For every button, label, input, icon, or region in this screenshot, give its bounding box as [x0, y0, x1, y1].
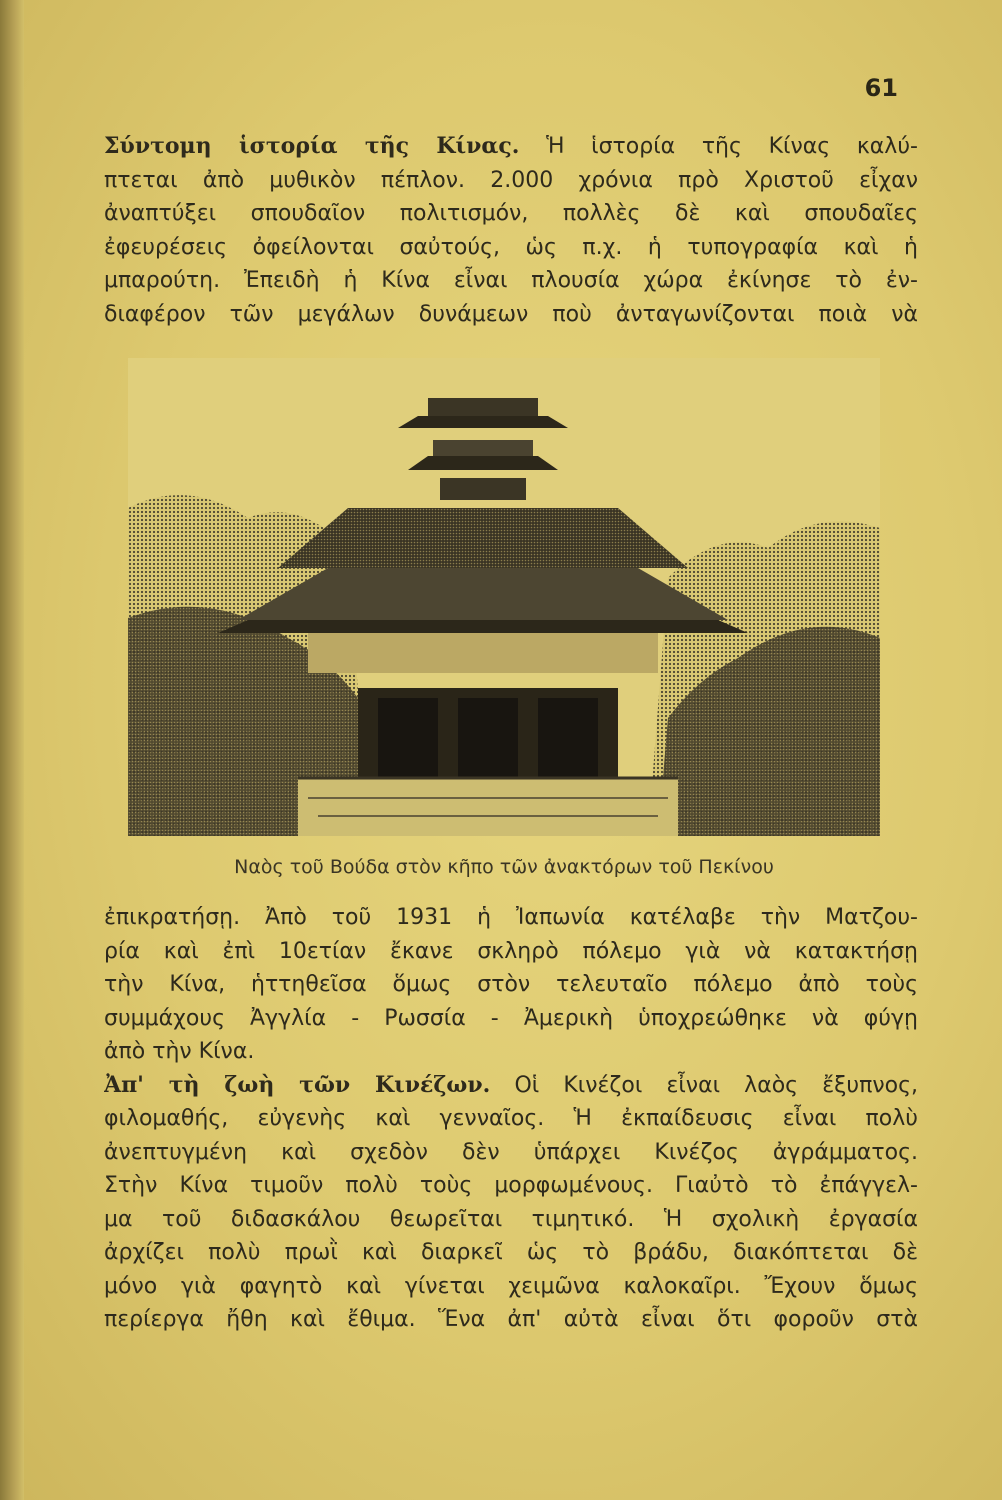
text-line: μα τοῦ διδασκάλου θεωρεῖται τιμητικό. Ἡ σχολικὴ ἐργασία [104, 1206, 918, 1232]
text-line: ἀνεπτυγμένη καὶ σχεδὸν δὲν ὑπάρχει Κινέζος ἀγράμματος. [104, 1139, 918, 1165]
page-number: 61 [864, 74, 898, 102]
text-line [104, 1069, 918, 1103]
photo-caption: Ναὸς τοῦ Βούδα στὸν κῆπο τῶν ἀνακτόρων τοῦ Πεκίνου [234, 856, 774, 878]
text-line: πτεται ἀπὸ μυθικὸν πέπλον. 2.000 χρόνια πρὸ Χριστοῦ εἶχαν [104, 167, 918, 193]
section-heading-life: Ἀπ' τὴ ζωὴ τῶν Κινέζων. [104, 1071, 491, 1098]
text-line: ἀρχίζει πολὺ πρωῒ καὶ διαρκεῖ ὡς τὸ βράδυ, διακόπτεται δὲ [104, 1240, 918, 1265]
text-line: τὴν Κίνα, ἡττηθεῖσα ὅμως στὸν τελευταῖο πόλεμο ἀπὸ τοὺς [104, 972, 918, 997]
text-line: ρία καὶ ἐπὶ 10ετίαν ἔκανε σκληρὸ πόλεμο γιὰ νὰ κατακτήσῃ [104, 938, 918, 964]
text-line: ἀναπτύξει σπουδαῖον πολιτισμόν, πολλὲς δὲ καὶ σπουδαῖες [104, 201, 918, 226]
text-line: μπαρούτη. Ἐπειδὴ ἡ Κίνα εἶναι πλουσία χώρα ἐκίνησε τὸ ἐν- [104, 268, 918, 293]
text-line-part: Οἱ Κινέζοι εἶναι λαὸς ἔξυπνος, [490, 1072, 918, 1098]
text-line: μόνο γιὰ φαγητὸ καὶ γίνεται χειμῶνα καλοκαῖρι. Ἔχουν ὅμως [104, 1273, 918, 1299]
text-line: ἐφευρέσεις ὀφείλονται σαὐτούς, ὡς π.χ. ἡ τυπογραφία καὶ ἡ [104, 234, 918, 260]
text-line-part: Ἡ ἱστορία τῆς Κίνας καλύ- [519, 134, 918, 159]
book-gutter [0, 0, 24, 1500]
paragraph-history [104, 130, 918, 331]
text-line [104, 130, 918, 164]
section-heading-history: Σύντομη ἱστορία τῆς Κίνας. [104, 133, 520, 159]
text-line: συμμάχους Ἀγγλία - Ρωσσία - Ἀμερικὴ ὑποχρεώθηκε νὰ φύγῃ [104, 1005, 918, 1031]
text-line: Στὴν Κίνα τιμοῦν πολὺ τοὺς μορφωμένους. Γιαὐτὸ τὸ ἐπάγγελ- [104, 1173, 918, 1198]
text-line: φιλομαθής, εὐγενὴς καὶ γενναῖος. Ἡ ἐκπαίδευσις εἶναι πολὺ [104, 1106, 918, 1131]
temple-illustration [128, 358, 880, 836]
text-line: ἐπικρατήσῃ. Ἀπὸ τοῦ 1931 ἡ Ἰαπωνία κατέλαβε τὴν Ματζου- [104, 905, 918, 930]
text-line: περίεργα ἤθη καὶ ἔθιμα. Ἕνα ἀπ' αὐτὰ εἶναι ὅτι φοροῦν στὰ [104, 1307, 918, 1332]
paragraph-history-continued [104, 901, 918, 1337]
text-line: διαφέρον τῶν μεγάλων δυνάμεων ποὺ ἀνταγωνίζονται ποιὰ νὰ [104, 301, 918, 327]
text-line: ἀπὸ τὴν Κίνα. [104, 1039, 255, 1064]
temple-photo [128, 358, 880, 836]
